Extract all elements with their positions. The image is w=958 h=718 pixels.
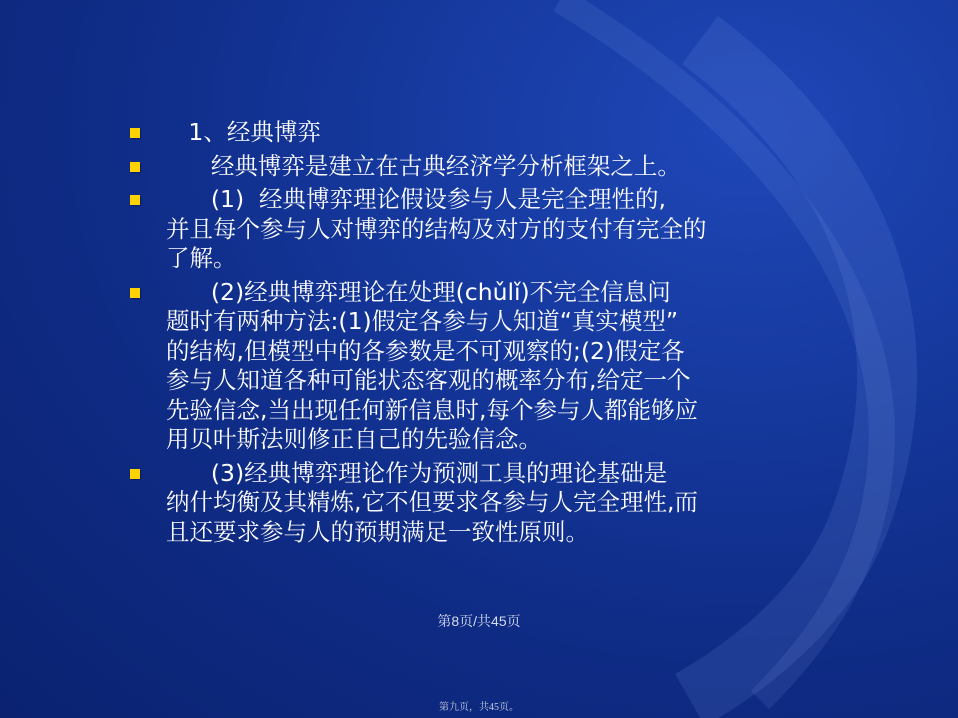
bullet-text: (2)经典博弈理论在处理(chǔlǐ)不完全信息问 题时有两种方法:(1)假定各参与人知道“真实模型” 的结构,但模型中的各参数是不可观察的;(2)假定各 参与人知道各种可能状态客观的概率分布,给定一个 先验信念,当出现任何新信息时,每个参与人都能够应 用贝叶斯法则修正自己的先验信念。 [166, 277, 698, 453]
bullet-text: (1) 经典博弈理论假设参与人是完全理性的, 并且每个参与人对博弈的结构及对方的支付有完全的 了解。 [166, 185, 707, 272]
footer-page-note: 第九页，共45页。 [439, 702, 519, 713]
square-bullet-icon [130, 128, 140, 138]
bullet-item [128, 185, 818, 274]
bullet-text: 经典博弈是建立在古典经济学分析框架之上。 [166, 151, 681, 180]
slide-body [128, 118, 818, 551]
page-number-label: 第8页/共45页 [437, 613, 521, 629]
bullet-item [128, 118, 818, 148]
square-bullet-icon [130, 195, 140, 205]
bullet-item [128, 459, 818, 548]
bullet-text: (3)经典博弈理论作为预测工具的理论基础是 纳什均衡及其精炼,它不但要求各参与人完全理性,而 且还要求参与人的预期满足一致性原则。 [166, 458, 698, 546]
bullet-item [128, 152, 818, 182]
bullet-text: 1、经典博弈 [166, 118, 321, 146]
square-bullet-icon [130, 469, 140, 479]
square-bullet-icon [130, 162, 140, 172]
square-bullet-icon [130, 288, 140, 298]
bullet-item [128, 278, 818, 455]
